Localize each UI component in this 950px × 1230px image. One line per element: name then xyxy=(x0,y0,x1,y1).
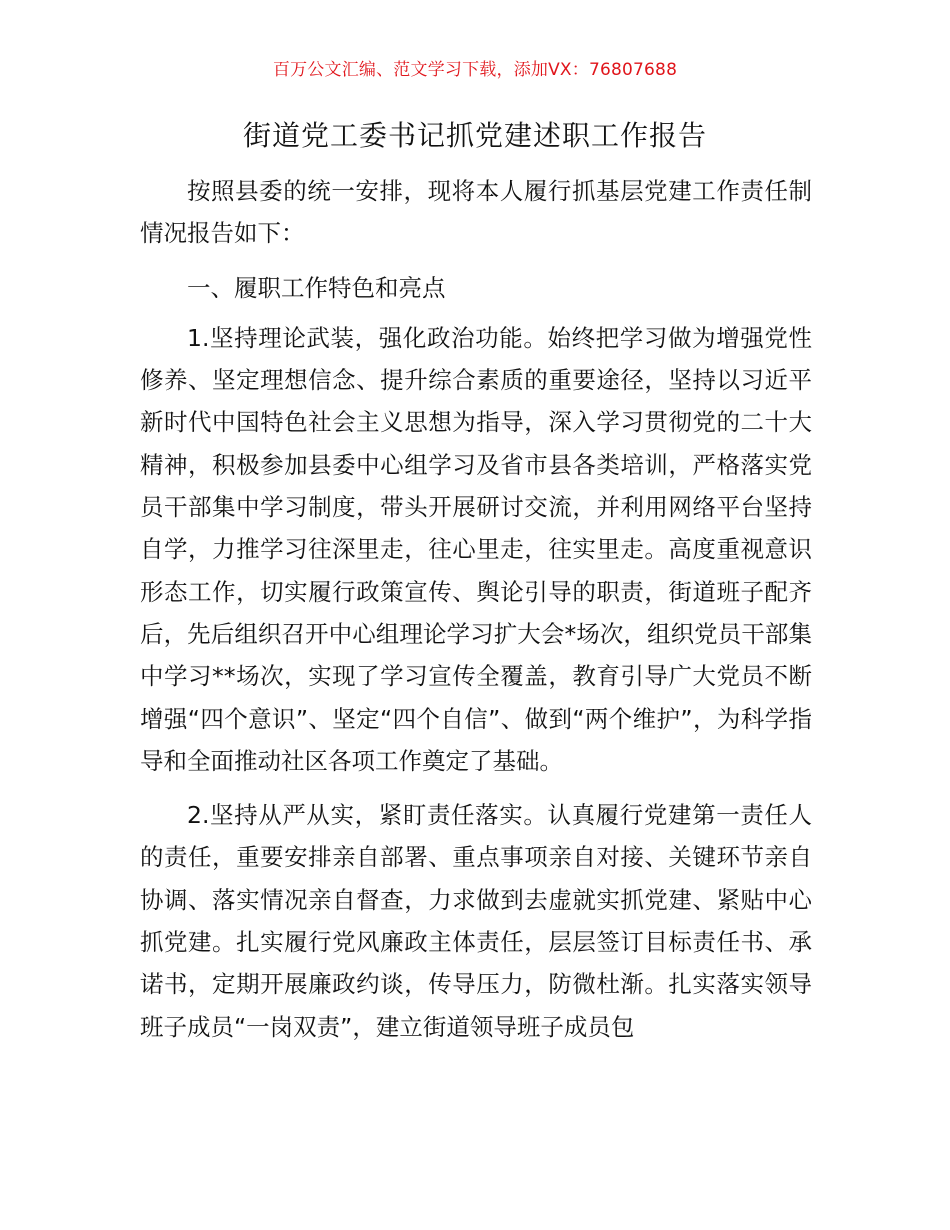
document-title: 街道党工委书记抓党建述职工作报告 xyxy=(242,119,707,152)
watermark-banner: 百万公文汇编、范文学习下载，添加VX：76807688 xyxy=(272,60,678,80)
body-paragraph-2: 2.坚持从严从实，紧盯责任落实。认真履行党建第一责任人的责任，重要安排亲自部署、重点事项亲自对接、关键环节亲自协调、落实情况亲自督查，力求做到去虚就实抓党建、紧贴中心抓党建。扎实履行党风廉政主体责任，层层签订目标责任书、承诺书，定期开展廉政约谈，传导压力，防微杜渐。扎实落实领导班子成员“一岗双责”，建立街道领导班子成员包 xyxy=(140,801,812,1041)
body-paragraph-1: 1.坚持理论武装，强化政治功能。始终把学习做为增强党性修养、坚定理想信念、提升综合素质的重要途径，坚持以习近平新时代中国特色社会主义思想为指导，深入学习贯彻党的二十大精神，积极参加县委中心组学习及省市县各类培训，严格落实党员干部集中学习制度，带头开展研讨交流，并利用网络平台坚持自学，力推学习往深里走，往心里走，往实里走。高度重视意识形态工作，切实履行政策宣传、舆论引导的职责，街道班子配齐后，先后组织召开中心组理论学习扩大会*场次，组织党员干部集中学习**场次，实现了学习宣传全覆盖，教育引导广大党员不断增强“四个意识”、坚定“四个自信”、做到“两个维护”，为科学指导和全面推动社区各项工作奠定了基础。 xyxy=(140,323,812,775)
intro-paragraph: 按照县委的统一安排，现将本人履行抓基层党建工作责任制情况报告如下： xyxy=(140,177,812,248)
section-heading: 一、履职工作特色和亮点 xyxy=(187,273,446,302)
document-body xyxy=(140,170,812,1048)
